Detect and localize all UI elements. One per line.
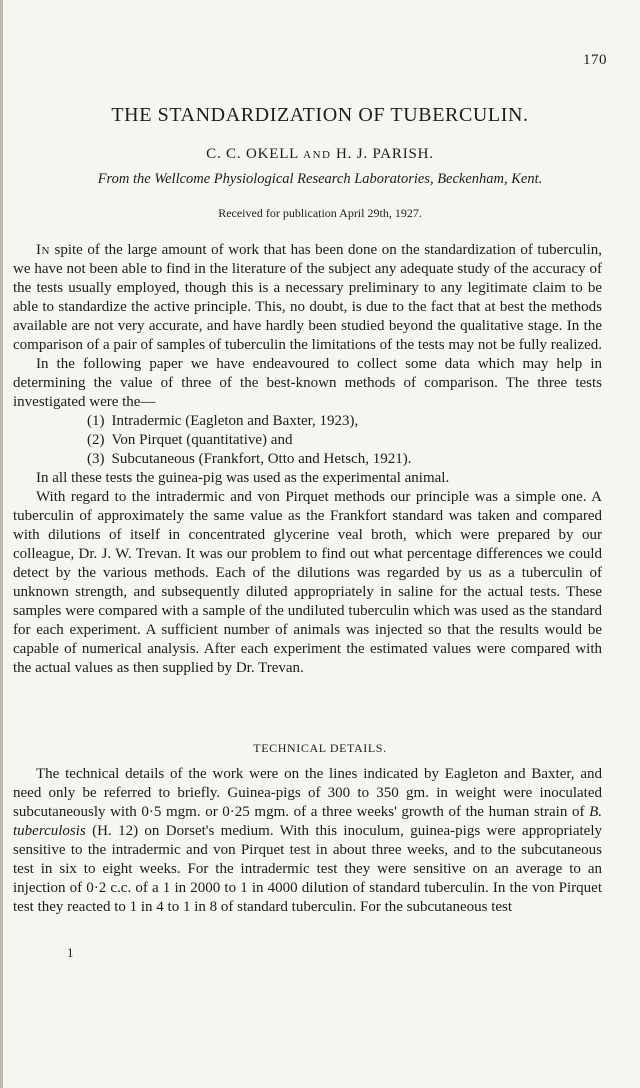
list-text: Von Pirquet (quantitative) and bbox=[111, 432, 293, 448]
organism-name: B. tuberculosis bbox=[13, 804, 602, 839]
introduction bbox=[13, 241, 602, 678]
list-item bbox=[13, 431, 602, 450]
author-conjunction: AND bbox=[303, 149, 332, 161]
test-list bbox=[13, 412, 602, 469]
received-date: Received for publication April 29th, 1927. bbox=[218, 206, 422, 220]
paragraph-methods: In the following paper we have endeavoured to collect some data which may help in determining the value of three of the best-known methods of comparison. The three tests investigated were the— bbox=[13, 356, 602, 410]
list-item bbox=[13, 450, 602, 469]
section-heading-technical: TECHNICAL DETAILS. bbox=[253, 741, 387, 755]
paragraph-technical bbox=[13, 765, 602, 917]
author-line bbox=[0, 146, 640, 163]
author-okell: C. C. OKELL bbox=[206, 146, 299, 162]
affiliation: From the Wellcome Physiological Research Laboratories, Beckenham, Kent. bbox=[97, 171, 543, 187]
article-title: THE STANDARDIZATION OF TUBERCULIN. bbox=[111, 104, 529, 126]
technical-text-a: The technical details of the work were on the lines indicated by Eagleton and Baxter, and need only be referred to briefly. Guinea-pigs of 300 to 350 gm. in weight were inoculated subcutaneously with 0·5 mgm. or 0·25 mgm. of a three weeks' growth of the human strain of bbox=[13, 766, 602, 820]
list-number: (2) bbox=[87, 432, 105, 448]
drop-lead-word: In bbox=[36, 242, 50, 258]
list-item bbox=[13, 412, 602, 431]
list-number: (1) bbox=[87, 413, 105, 429]
page-edge-shadow bbox=[0, 0, 3, 1088]
paragraph-principle: With regard to the intradermic and von Pirquet methods our principle was a simple one. A tuberculin of approximately the same value as the Frankfort standard was taken and compared with dilutions of itself in concentrated glycerine veal broth, which were prepared by our colleague, Dr. J. W. Trevan. It was our problem to find out what percentage differences we could detect by the various methods. Each of the dilutions was regarded by us as a tuberculin of unknown strength, and subsequently diluted appropriately in saline for the actual tests. These samples were compared with a sample of the undiluted tuberculin which was used as the standard for each experiment. A sufficient number of animals was injected so that the results would be capable of numerical analysis. After each experiment the estimated values were compared with the actual values as then supplied by Dr. Trevan. bbox=[13, 489, 602, 676]
technical-text-b: (H. 12) on Dorset's medium. With this inoculum, guinea-pigs were appropriately sensitive to the intradermic and von Pirquet test in about three weeks, and to the subcutaneous test in six to eight weeks. For the intradermic test they were sensitive on an average to an injection of 0·2 c.c. of a 1 in 2000 to 1 in 4000 dilution of standard tuberculin. In the von Pirquet test they reacted to 1 in 4 to 1 in 8 of standard tuberculin. For the subcutaneous test bbox=[13, 823, 602, 915]
list-text: Intradermic (Eagleton and Baxter, 1923), bbox=[111, 413, 359, 429]
paragraph-intro bbox=[13, 241, 602, 355]
paragraph-intro-text: spite of the large amount of work that has been done on the standardization of tuberculin, we have not been able to find in the literature of the subject any adequate study of the accuracy of the tests usually employed, though this is a necessary preliminary to any legitimate claim to be able to standardize the active principle. This, no doubt, is due to the fact that at best the methods available are not very accurate, and have hardly been studied beyond the qualitative stage. In the comparison of a pair of samples of tuberculin the limitations of the tests may not be fully realized. bbox=[13, 242, 603, 353]
page-number: 170 bbox=[583, 52, 607, 68]
signature-mark: 1 bbox=[67, 945, 74, 960]
author-parish: H. J. PARISH. bbox=[336, 146, 434, 162]
list-number: (3) bbox=[87, 451, 105, 467]
paragraph-animal: In all these tests the guinea-pig was used as the experimental animal. bbox=[36, 470, 450, 486]
list-text: Subcutaneous (Frankfort, Otto and Hetsch, 1921). bbox=[111, 451, 412, 467]
technical-details bbox=[13, 765, 602, 917]
